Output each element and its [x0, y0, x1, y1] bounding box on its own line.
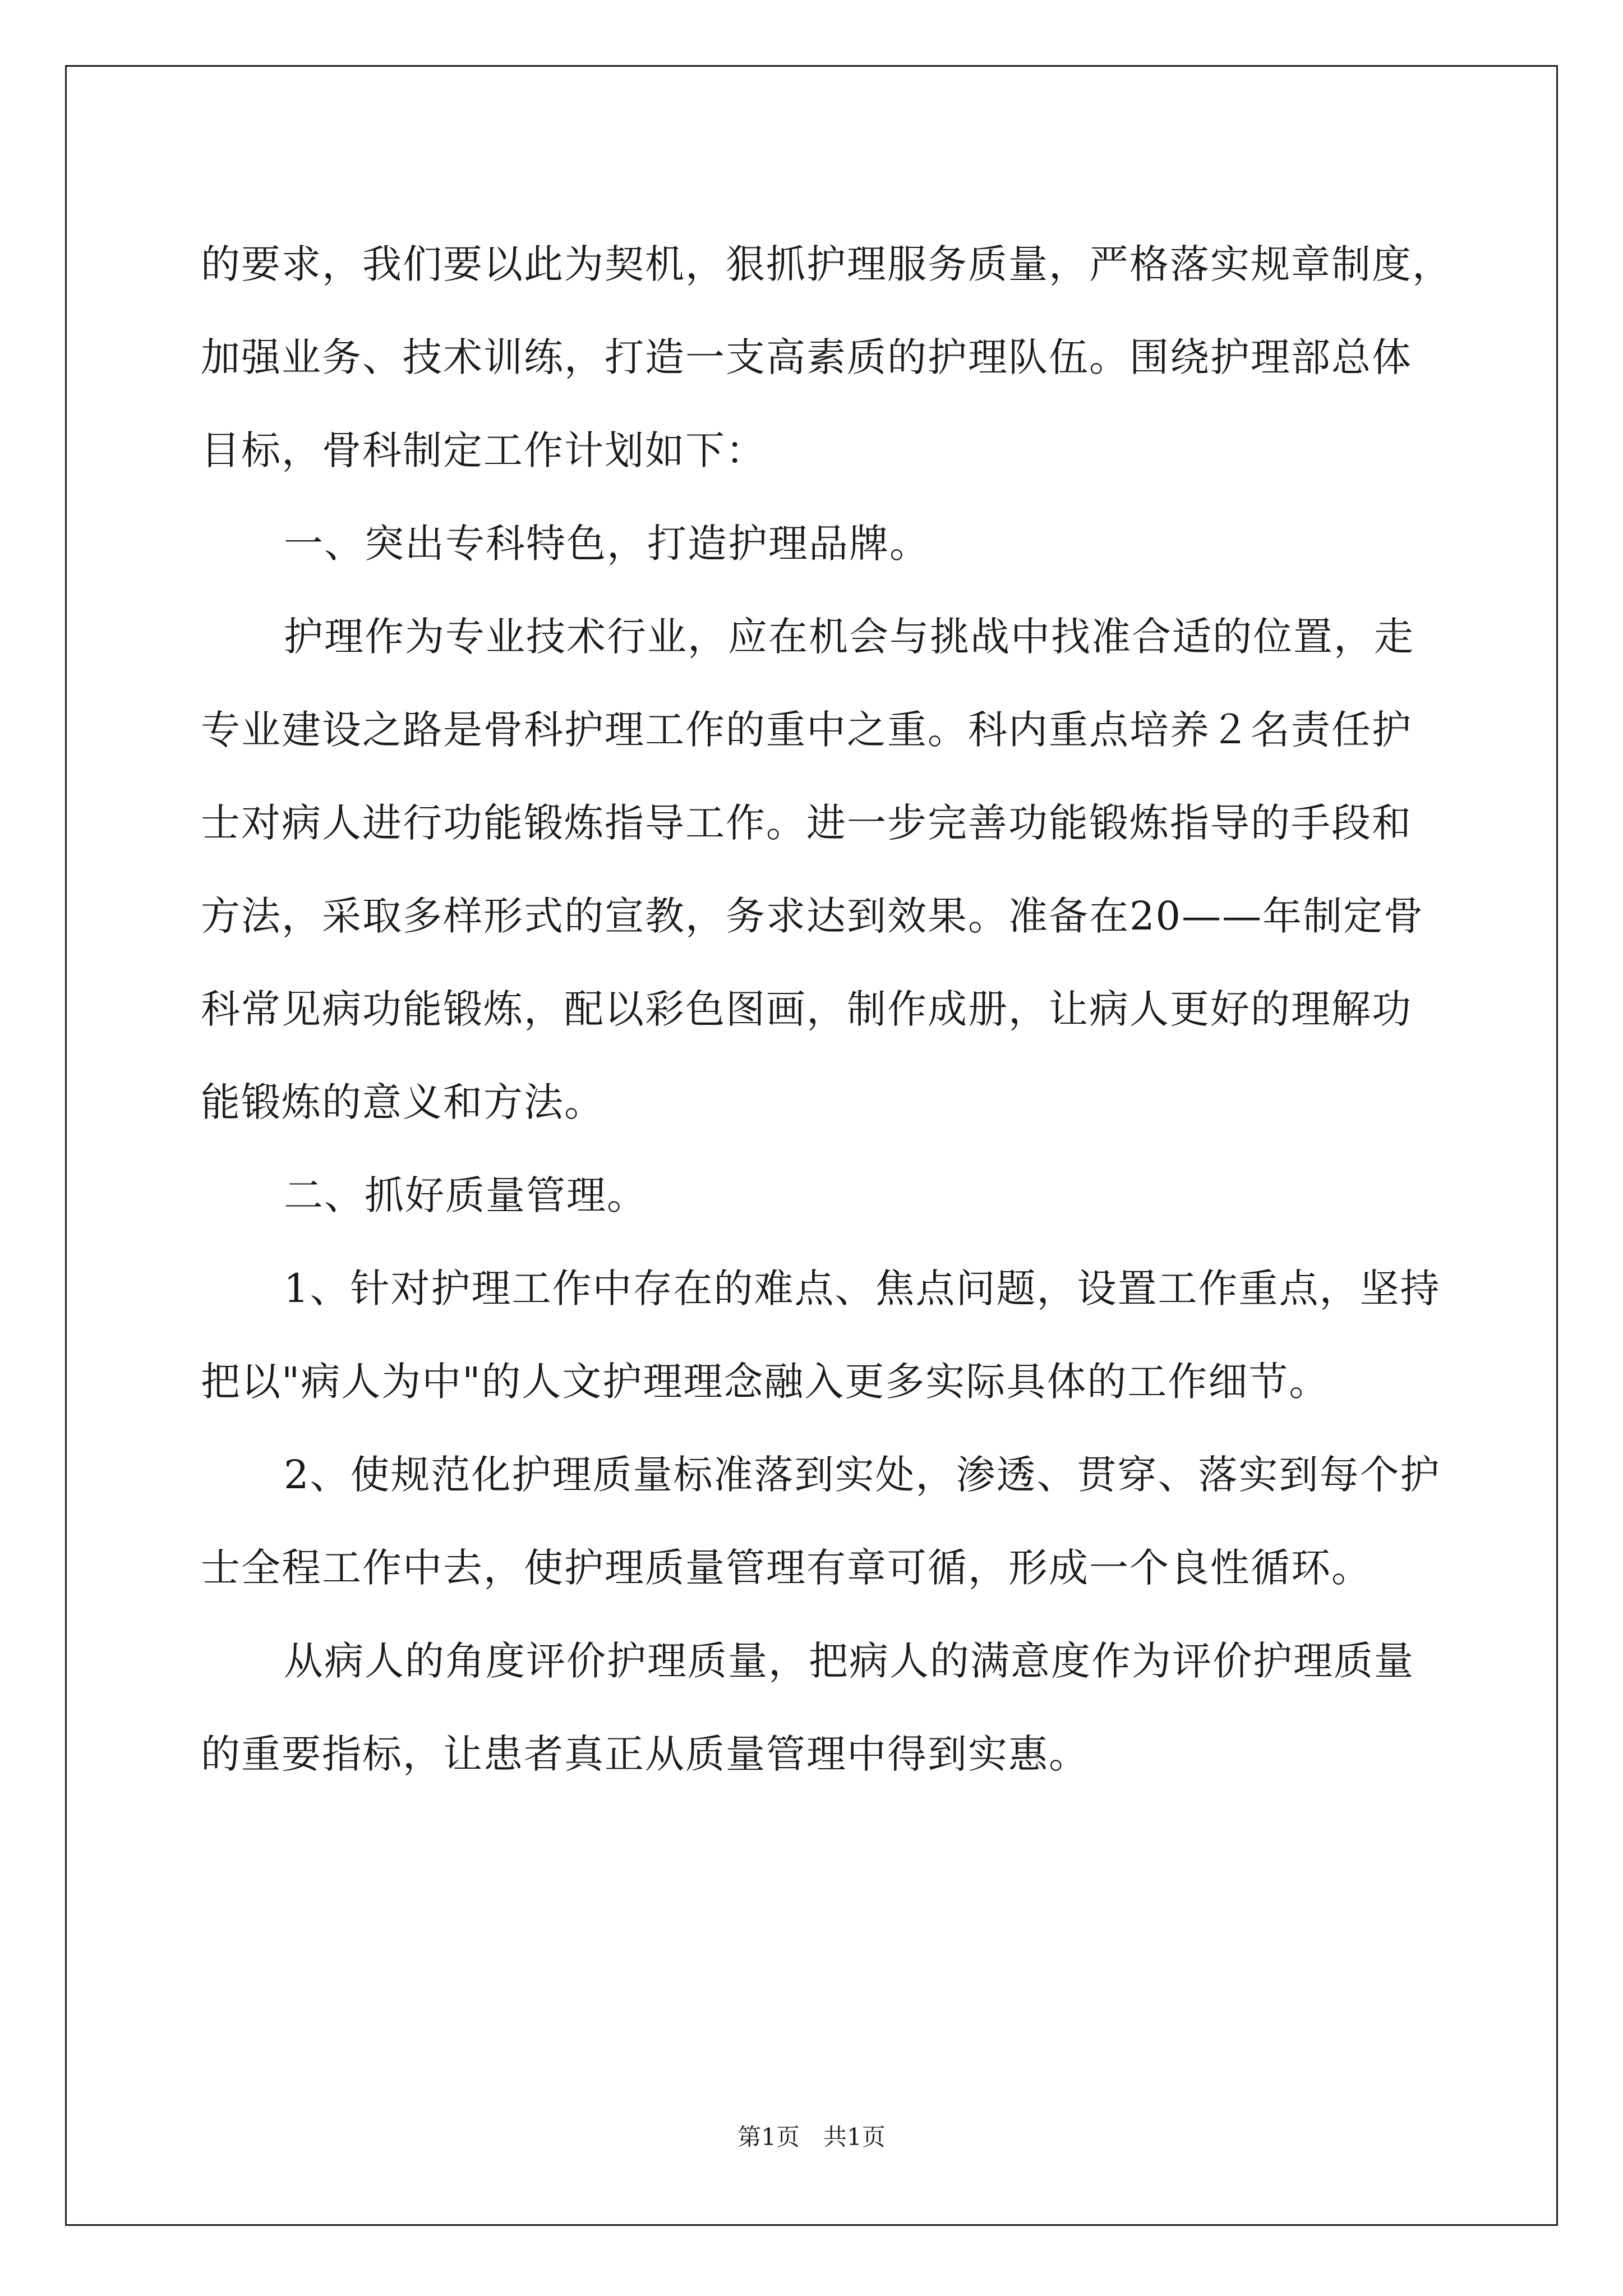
- text-line: 士对病人进行功能锻炼指导工作。进一步完善功能锻炼指导的手段和: [201, 800, 1412, 846]
- section-heading: 二、抓好质量管理。: [284, 1172, 647, 1218]
- text-line: 1、针对护理工作中存在的难点、焦点问题，设置工作重点，坚持: [284, 1266, 1441, 1312]
- text-line: 加强业务、技术训练，打造一支高素质的护理队伍。围绕护理部总体: [201, 334, 1412, 380]
- document-body: [201, 218, 1453, 1801]
- text-line: 方法，采取多样形式的宣教，务求达到效果。准备在20——年制定骨: [201, 893, 1424, 939]
- text-line: 把以"病人为中"的人文护理理念融入更多实际具体的工作细节。: [201, 1359, 1330, 1405]
- text-line: 士全程工作中去，使护理质量管理有章可循，形成一个良性循环。: [201, 1545, 1372, 1591]
- text-line: 的重要指标，让患者真正从质量管理中得到实惠。: [201, 1731, 1089, 1777]
- text-line: 目标，骨科制定工作计划如下：: [201, 427, 766, 473]
- text-line: 护理作为专业技术行业，应在机会与挑战中找准合适的位置，走: [284, 614, 1414, 660]
- page-footer: [0, 2120, 1623, 2154]
- text-line: 2、使规范化护理质量标准落到实处，渗透、贯穿、落实到每个护: [284, 1452, 1441, 1498]
- page-number: 第1页 共1页: [737, 2123, 886, 2151]
- text-line: 从病人的角度评价护理质量，把病人的满意度作为评价护理质量: [284, 1638, 1414, 1684]
- text-line: 的要求，我们要以此为契机，狠抓护理服务质量，严格落实规章制度，: [201, 241, 1453, 287]
- text-line: 科常见病功能锻炼，配以彩色图画，制作成册，让病人更好的理解功: [201, 986, 1412, 1032]
- text-line: 专业建设之路是骨科护理工作的重中之重。科内重点培养２名责任护: [201, 707, 1412, 753]
- text-line: 能锻炼的意义和方法。: [201, 1079, 605, 1125]
- section-heading: 一、突出专科特色，打造护理品牌。: [284, 521, 930, 567]
